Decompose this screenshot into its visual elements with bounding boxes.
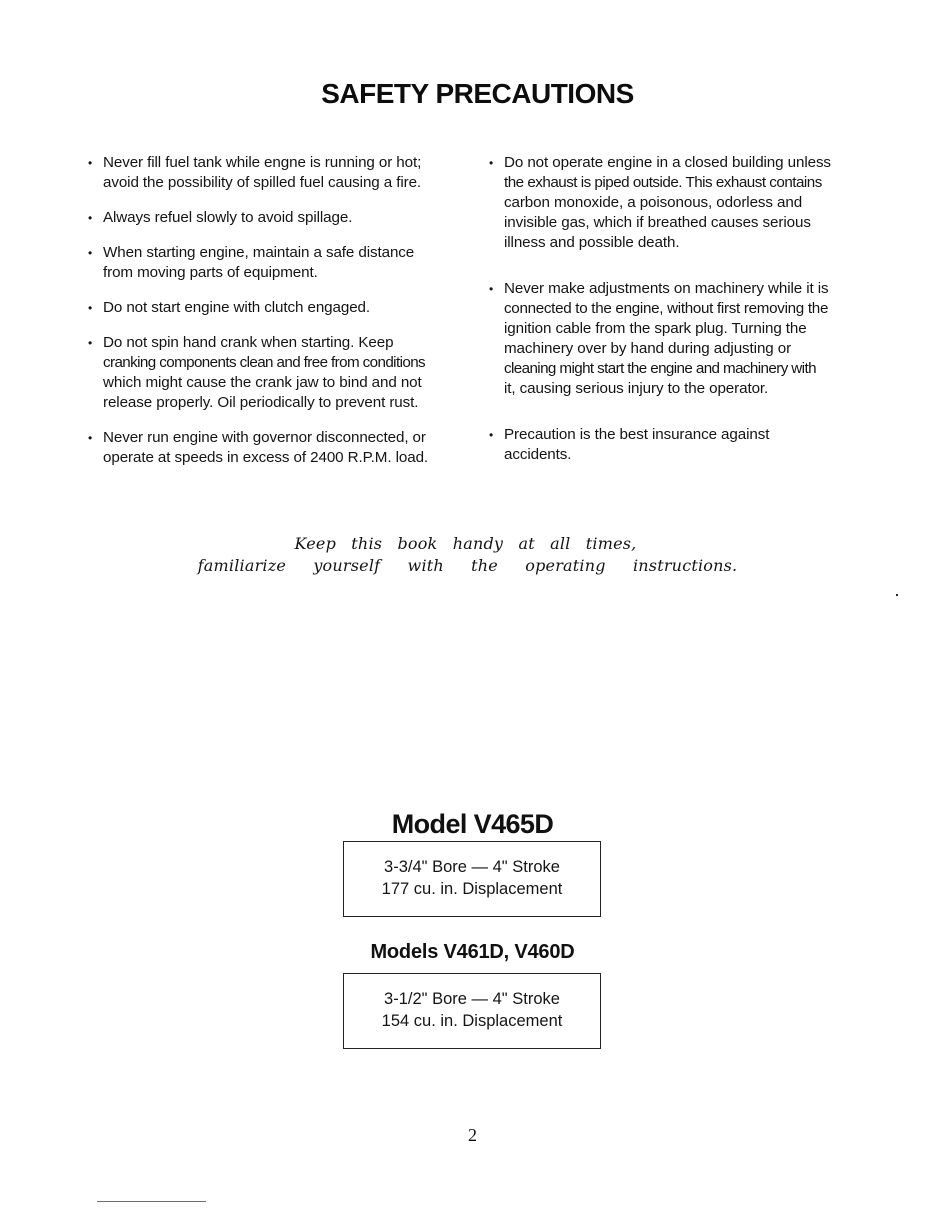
bullet-icon: • [88,156,93,170]
model-spec-box [343,841,601,917]
precaution-item: • Always refuel slowly to avoid spillage. [88,209,353,226]
bullet-icon: • [489,156,494,170]
page-title: SAFETY PRECAUTIONS [321,78,634,109]
bore-stroke-spec: 3-1/2" Bore — 4" Stroke [384,990,560,1008]
precaution-item: • Precaution is the best insurance against accidents. [489,426,770,463]
model-title: Model V465D [391,809,554,839]
bullet-icon: • [88,336,93,350]
model-title: Models V461D, V460D [370,941,575,963]
displacement-spec: 177 cu. in. Displacement [381,880,563,898]
precaution-item: • Never make adjustments on machinery while it is connected to the engine, without first removing the ignition cable from the spark plug. Turning the machinery over by hand during adjusting or cleaning might start the engine and machinery with it, causing serious injury to the operator. [489,280,829,397]
model-spec-box [343,973,601,1049]
page-number: 2 [468,1125,477,1145]
bullet-icon: • [489,428,494,442]
scan-artifact-dot [896,594,898,596]
precautions-right-column [489,153,874,465]
precaution-item: • Never run engine with governor disconnected, or operate at speeds in excess of 2400 R.P.M. load. [88,429,429,466]
motto-line-1: Keep this book handy at all times, [294,534,637,553]
footer-rule [97,1201,206,1202]
bullet-icon: • [88,211,93,225]
precaution-item: • Do not spin hand crank when starting. Keep cranking components clean and free from conditions which might cause the crank jaw to bind and not release properly. Oil periodically to prevent rust. [88,334,426,411]
precautions-left-column [88,153,468,468]
bullet-icon: • [489,282,494,296]
motto-line-2: familiarize yourself with the operating instructions. [197,556,738,575]
precaution-item: • Do not start engine with clutch engaged. [88,299,371,316]
bullet-icon: • [88,246,93,260]
bullet-icon: • [88,301,93,315]
precaution-item: • Do not operate engine in a closed building unless the exhaust is piped outside. This exhaust contains carbon monoxide, a poisonous, odorless and invisible gas, which if breathed causes serious illness and possible death. [489,154,831,251]
displacement-spec: 154 cu. in. Displacement [381,1012,563,1030]
precaution-item: • When starting engine, maintain a safe distance from moving parts of equipment. [88,244,415,281]
bullet-icon: • [88,431,93,445]
precaution-item: • Never fill fuel tank while engne is running or hot; avoid the possibility of spilled fuel causing a fire. [88,154,422,191]
bore-stroke-spec: 3-3/4" Bore — 4" Stroke [384,858,560,876]
